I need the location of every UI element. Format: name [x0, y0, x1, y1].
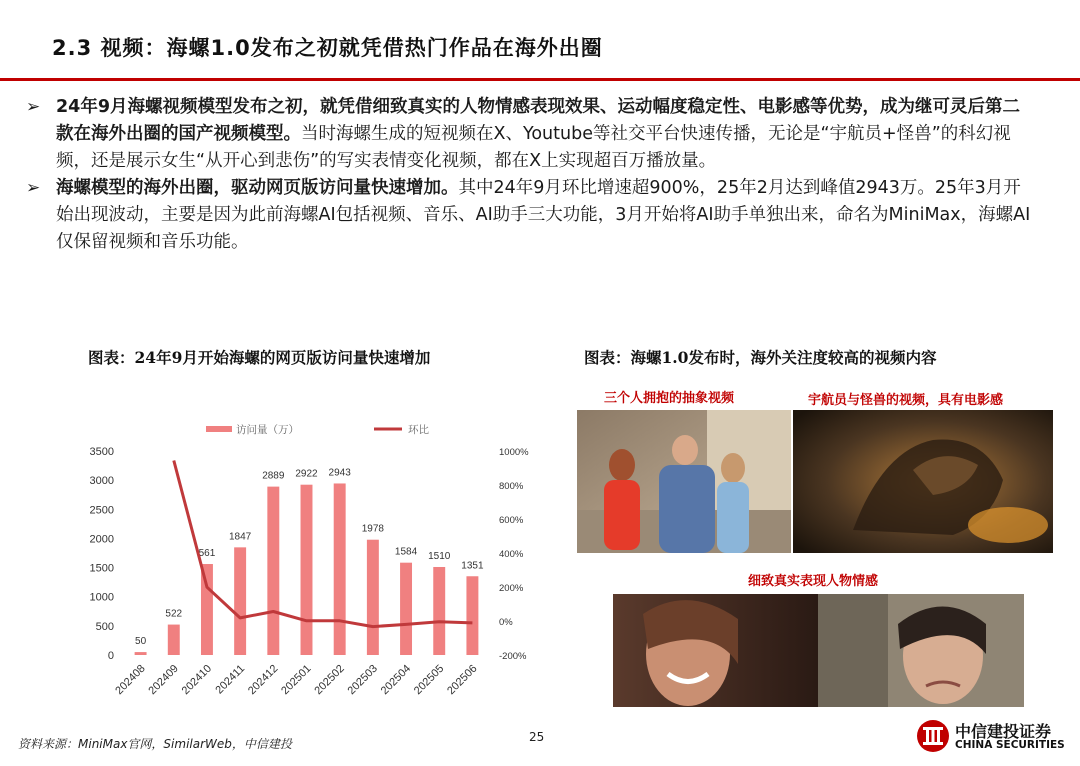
bar-visits [367, 540, 379, 655]
bullet-lead: 24年9月海螺视频模型发布之初，就凭借细致真实的人物情感表现效果、运动幅度稳定性、电影感等优势，成为继可灵后第二款在海外出圈的国产视频模型。 [56, 97, 1021, 144]
company-logo [915, 718, 1065, 754]
x-tick-label: 202503 [345, 662, 380, 698]
bar-visits [135, 652, 147, 655]
y-right-tick-label: 0% [499, 617, 513, 628]
page-title: 2.3 视频：海螺1.0发布之初就凭借热门作品在海外出圈 [52, 36, 603, 60]
x-tick-label: 202506 [445, 662, 480, 698]
bullet-list [26, 94, 1036, 256]
bar-data-label: 1510 [428, 550, 451, 562]
citic-logo-icon [915, 718, 951, 754]
y-right-tick-label: 1000% [499, 447, 529, 458]
logo-text-cn: 中信建投证券 [955, 722, 1052, 741]
bullet-lead: 海螺模型的海外出圈，驱动网页版访问量快速增加。 [56, 178, 459, 198]
arrow-bullet-icon: ➢ [26, 97, 41, 117]
bullet-text: 其中24年9月环比增速超900%，25年2月达到峰值2943万。25年3月开始出现波动，主要是因为此前海螺AI包括视频、音乐、AI助手三大功能，3月开始将AI助手单独出来，命名为MiniMax，海螺AI仅保留视频和音乐功能。 [56, 178, 1031, 252]
x-tick-label: 202408 [113, 662, 148, 698]
y-right-tick-label: 600% [499, 515, 524, 526]
bar-data-label: 2943 [328, 467, 351, 479]
x-tick-label: 202411 [213, 662, 248, 697]
arrow-bullet-icon: ➢ [26, 178, 41, 198]
hug-video-label: 三个人拥抱的抽象视频 [604, 391, 735, 406]
bar-data-label: 2922 [295, 468, 318, 480]
visits-chart [84, 418, 554, 723]
x-tick-label: 202505 [411, 662, 447, 698]
y-left-tick-label: 3000 [89, 475, 114, 488]
emotion-video-label: 细致真实表现人物情感 [748, 574, 879, 589]
astronaut-video-label: 宇航员与怪兽的视频，具有电影感 [808, 393, 1004, 408]
bar-data-label: 1978 [361, 523, 384, 535]
images-caption: 图表：海螺1.0发布时，海外关注度较高的视频内容 [584, 348, 937, 367]
x-tick-label: 202412 [245, 662, 281, 698]
y-right-tick-label: 200% [499, 583, 524, 594]
y-left-tick-label: 1500 [89, 562, 114, 575]
y-right-tick-label: -200% [499, 651, 527, 662]
bar-visits [234, 547, 246, 655]
y-left-tick-label: 500 [95, 620, 114, 633]
x-tick-label: 202410 [179, 662, 215, 698]
bar-visits [433, 567, 445, 655]
bar-data-label: 1351 [461, 560, 484, 572]
bar-visits [267, 487, 279, 655]
page-number: 25 [529, 730, 545, 744]
bar-data-label: 522 [165, 608, 183, 620]
line-mom-growth [174, 461, 473, 627]
bar-visits [334, 483, 346, 655]
y-left-tick-label: 1000 [89, 591, 114, 604]
source-note: 资料来源：MiniMax官网，SimilarWeb，中信建投 [18, 737, 292, 751]
x-tick-label: 202502 [312, 662, 347, 698]
hug-video-frame [577, 410, 791, 553]
bar-data-label: 50 [135, 636, 147, 648]
astronaut-monster-video-frame [793, 410, 1053, 553]
bar-visits [466, 576, 478, 655]
bar-data-label: 561 [198, 548, 216, 560]
bar-visits [400, 563, 412, 655]
bar-data-label: 2889 [262, 470, 285, 482]
legend-label-mom: 环比 [408, 424, 429, 436]
chart-caption: 图表：24年9月开始海螺的网页版访问量快速增加 [88, 348, 431, 367]
x-tick-label: 202504 [378, 662, 414, 698]
bar-visits [301, 485, 313, 655]
bar-visits [168, 625, 180, 655]
title-divider [0, 78, 1080, 81]
y-left-tick-label: 2500 [89, 504, 114, 517]
y-left-tick-label: 0 [107, 650, 114, 662]
bar-data-label: 1584 [394, 546, 418, 558]
legend-swatch-visits [206, 426, 232, 432]
y-left-tick-label: 3500 [89, 446, 114, 458]
bullet-item-1 [26, 94, 1036, 175]
bar-data-label: 1847 [229, 531, 252, 543]
smiling-woman-frame [613, 594, 818, 707]
x-tick-label: 202501 [279, 662, 314, 698]
bar-visits [201, 564, 213, 655]
y-right-tick-label: 800% [499, 481, 524, 492]
y-left-tick-label: 2000 [89, 533, 114, 546]
crying-woman-frame [818, 594, 1024, 707]
x-tick-label: 202409 [146, 662, 181, 698]
bullet-text: 当时海螺生成的短视频在X、Youtube等社交平台快速传播，无论是“宇航员+怪兽”的科幻视频，还是展示女生“从开心到悲伤”的写实表情变化视频，都在X上实现超百万播放量。 [56, 124, 1011, 171]
visits-chart-svg [84, 418, 554, 723]
logo-text-en: CHINA SECURITIES [955, 739, 1065, 751]
bullet-item-2 [26, 175, 1036, 256]
y-right-tick-label: 400% [499, 549, 524, 560]
legend-label-visits: 访问量（万） [236, 424, 299, 436]
